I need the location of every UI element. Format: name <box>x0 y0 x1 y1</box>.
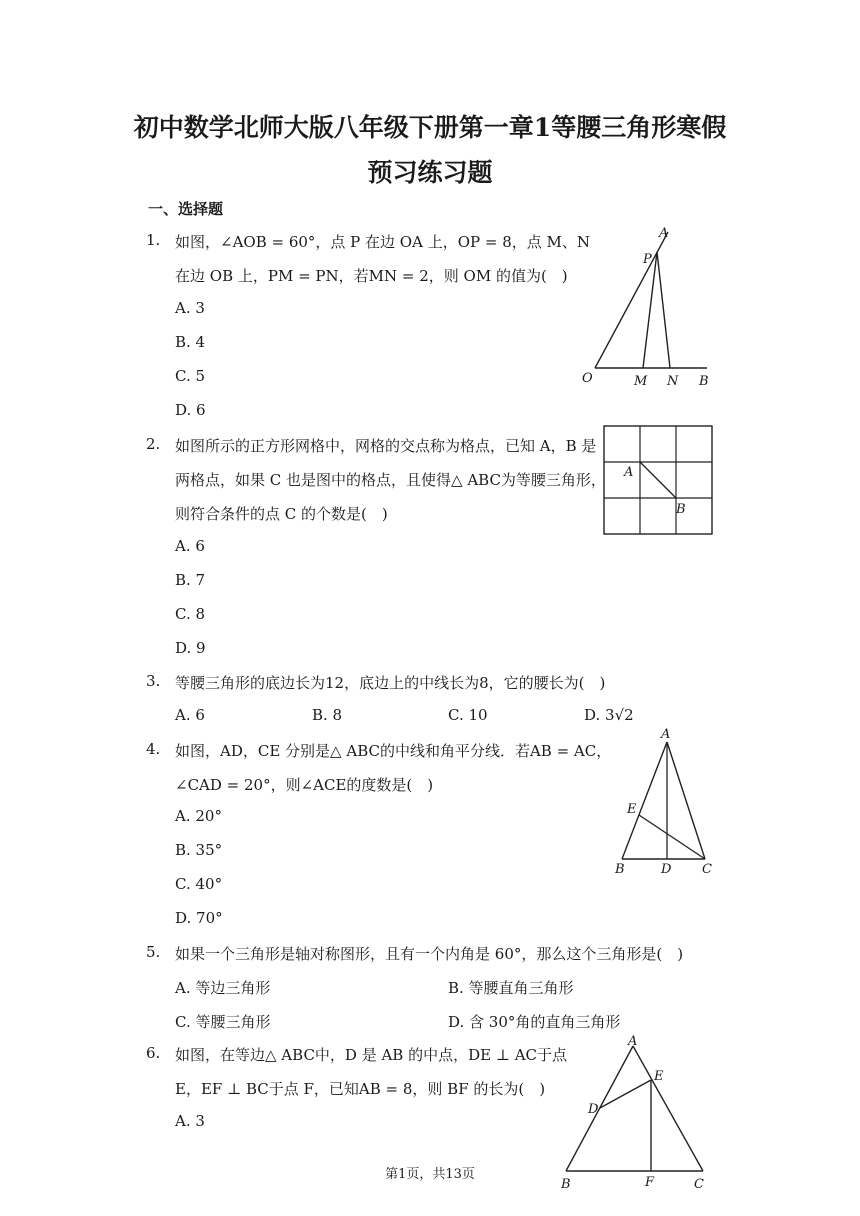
option-a: A. 6 <box>175 537 205 555</box>
document-title-line2: 预习练习题 <box>367 158 493 187</box>
question-text-line: 如图，AD，CE 分别是△ ABC的中线和角平分线．若AB = AC， <box>175 742 612 760</box>
option-a: A. 20° <box>175 807 222 825</box>
figure-label-c: C <box>702 862 712 877</box>
question-number: 3. <box>146 672 161 690</box>
figure-label-c: C <box>694 1177 704 1192</box>
figure-label-f: F <box>645 1175 655 1190</box>
question-text-line: 两格点，如果 C 也是图中的格点，且使得△ ABC为等腰三角形， <box>175 471 606 489</box>
option-b: B. 7 <box>175 571 206 589</box>
option-c: C. 40° <box>175 875 223 893</box>
option-d: D. 70° <box>175 909 223 927</box>
question-text-line: 在边 OB 上，PM = PN，若MN = 2，则 OM 的值为( ) <box>175 267 568 285</box>
figure-label-d: D <box>588 1102 599 1117</box>
page-footer: 第1页，共13页 <box>385 1167 475 1182</box>
figure-angle-aob <box>575 220 725 392</box>
question-text-line: 如图所示的正方形网格中，网格的交点称为格点，已知 A，B 是 <box>175 437 597 455</box>
option-b: B. 35° <box>175 841 223 859</box>
option-c: C. 5 <box>175 367 206 385</box>
option-b: B. 8 <box>312 706 343 724</box>
question-number: 4. <box>146 740 161 758</box>
figure-label-a: A <box>659 226 669 241</box>
figure-label-o: O <box>582 371 593 386</box>
figure-label-p: P <box>643 252 652 267</box>
option-d: D. 6 <box>175 401 206 419</box>
figure-triangle-abc-q4 <box>605 724 725 880</box>
option-a: A. 3 <box>175 299 205 317</box>
option-b: B. 4 <box>175 333 206 351</box>
question-text-line: 则符合条件的点 C 的个数是( ) <box>175 505 388 523</box>
question-text-line: 如图，∠AOB = 60°，点 P 在边 OA 上，OP = 8，点 M、N <box>175 233 590 251</box>
option-c: C. 8 <box>175 605 206 623</box>
figure-label-b: B <box>676 502 686 517</box>
option-a: A. 3 <box>175 1112 205 1130</box>
option-b: B. 等腰直角三角形 <box>448 979 574 997</box>
figure-label-m: M <box>634 374 648 389</box>
question-text-line: ∠CAD = 20°，则∠ACE的度数是( ) <box>175 776 434 794</box>
option-c: C. 10 <box>448 706 488 724</box>
figure-square-grid <box>600 422 716 538</box>
section-heading: 一、选择题 <box>148 200 224 218</box>
question-number: 6. <box>146 1044 161 1062</box>
figure-label-e: E <box>627 802 637 817</box>
question-text-line: E，EF ⊥ BC于点 F，已知AB = 8，则 BF 的长为( ) <box>175 1080 546 1098</box>
option-d: D. 3√2 <box>584 706 634 724</box>
figure-label-a: A <box>661 727 671 742</box>
option-c: C. 等腰三角形 <box>175 1013 271 1031</box>
figure-label-b: B <box>615 862 625 877</box>
figure-label-a: A <box>624 465 634 480</box>
figure-label-a: A <box>628 1034 638 1049</box>
document-title-line1: 初中数学北师大版八年级下册第一章1等腰三角形寒假 <box>133 113 727 142</box>
figure-label-b: B <box>561 1177 571 1192</box>
question-text-line: 如果一个三角形是轴对称图形，且有一个内角是 60°，那么这个三角形是( ) <box>175 945 684 963</box>
option-d: D. 含 30°角的直角三角形 <box>448 1013 621 1031</box>
figure-label-d: D <box>661 862 672 877</box>
question-number: 2. <box>146 435 161 453</box>
figure-label-n: N <box>667 374 679 389</box>
question-number: 5. <box>146 943 161 961</box>
question-text-line: 等腰三角形的底边长为12，底边上的中线长为8，它的腰长为( ) <box>175 674 606 692</box>
question-number: 1. <box>146 231 161 249</box>
option-a: A. 等边三角形 <box>175 979 271 997</box>
figure-label-b: B <box>699 374 709 389</box>
question-text-line: 如图，在等边△ ABC中，D 是 AB 的中点，DE ⊥ AC于点 <box>175 1046 568 1064</box>
option-a: A. 6 <box>175 706 205 724</box>
option-d: D. 9 <box>175 639 206 657</box>
figure-label-e: E <box>654 1069 664 1084</box>
